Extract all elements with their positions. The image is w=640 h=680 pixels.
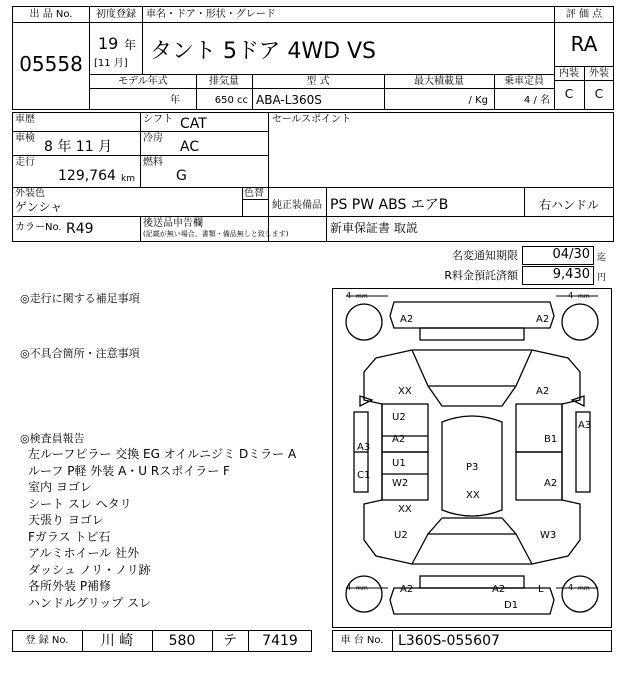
dmg-quarter-rl: XX [398, 504, 412, 515]
color-no-label: カラーNo. [15, 222, 62, 233]
inspector-report-line: ルーフ P軽 外装 A・U Rスポイラー F [28, 463, 230, 478]
docs-note: (記載が無い場合、書類・備品無しと致します) [143, 230, 289, 238]
shift-label: シフト [143, 114, 173, 125]
load-label: 最大積載量 [414, 76, 464, 87]
reg-no-label: 登 録 No. [25, 635, 69, 646]
inspection-value: 8 年 11 月 [44, 139, 113, 155]
dmg-front-bumper-r: A2 [536, 314, 550, 325]
reg-class: 580 [168, 633, 196, 649]
reg-kana: テ [223, 633, 237, 649]
chassis-label: 車 台 No. [340, 635, 384, 646]
dmg-roof: P3 [466, 462, 479, 473]
first-reg-year-unit: 年 [124, 38, 137, 52]
displacement-label: 排気量 [209, 76, 239, 87]
tire-rr-depth: 4 [568, 583, 574, 592]
tire-rr-unit: mm [578, 585, 590, 592]
dmg-door-fr: B1 [544, 434, 558, 445]
color-no-value: R49 [66, 221, 94, 237]
dmg-quarter-rl2: U2 [394, 530, 408, 541]
lot-no-label: 出 品 No. [29, 9, 73, 20]
wheel-fl-icon [346, 304, 382, 340]
name-change-unit: 迄 [597, 253, 607, 263]
fuel-value: G [176, 168, 187, 184]
aircon-label: 冷房 [143, 133, 163, 144]
aircon-value: AC [180, 139, 200, 155]
model-year-unit: 年 [170, 95, 180, 106]
reg-area: 川 崎 [100, 633, 134, 649]
chassis-number: L360S-055607 [398, 633, 500, 649]
name-change-label: 名変通知期限 [452, 249, 518, 262]
tire-rl-depth: 4 [346, 583, 352, 592]
load-value: / Kg [468, 95, 488, 106]
dmg-door-rr: A2 [544, 478, 558, 489]
docs-value: 新車保証書 取説 [330, 221, 418, 235]
history-label: 車歴 [15, 114, 35, 125]
first-reg-year: 19 [98, 34, 119, 53]
dmg-door-rl-upper: U1 [392, 458, 406, 469]
reg-number: 7419 [262, 633, 298, 649]
equipment-value: PS PW ABS エアB [330, 197, 449, 213]
driving-notes-label: ◎走行に関する補足事項 [20, 292, 140, 305]
shift-value: CAT [180, 116, 207, 132]
grade-label: 評 価 点 [565, 9, 603, 20]
inspector-report-line: 室内 ヨゴレ [28, 480, 92, 494]
type-label: 型 式 [306, 76, 330, 87]
wheel-fr-icon [562, 304, 598, 340]
dmg-roof-mark: XX [466, 490, 480, 501]
capacity-label: 乗車定員 [504, 76, 544, 87]
docs-label: 後送品申告欄 [143, 218, 203, 229]
recycle-unit: 円 [597, 273, 607, 283]
recycle-value: 9,430 [552, 267, 590, 282]
dmg-rear-bumper-l: A2 [400, 584, 414, 595]
dmg-rear-bumper-r: L [538, 584, 544, 595]
name-change-value: 04/30 [552, 247, 590, 262]
dmg-fender-fl: XX [398, 386, 412, 397]
dmg-pillar-l: A3 [357, 442, 371, 453]
tire-fl-depth: 4 [346, 291, 352, 300]
wheel-rl-icon [346, 576, 382, 612]
tire-fr-unit: mm [578, 293, 590, 300]
inspector-report-line: アルミホイール 社外 [28, 546, 140, 560]
dmg-rear-bottom: D1 [504, 600, 519, 611]
equipment-label: 純正装備品 [272, 200, 322, 211]
type-value: ABA-L360S [256, 93, 322, 107]
tire-fr-depth: 4 [568, 291, 574, 300]
car-damage-diagram [332, 288, 612, 628]
dmg-fender-fr: A2 [536, 386, 550, 397]
steering-value: 右ハンドル [538, 198, 599, 212]
displacement-value: 650 cc [214, 95, 248, 106]
dmg-quarter-rr: W3 [540, 530, 557, 541]
color-label: 外装色 [15, 188, 45, 199]
inspector-report-line: 各所外装 P補修 [28, 579, 112, 593]
inspector-report-line: ダッシュ ノリ・ノリ跡 [28, 562, 151, 577]
inspection-label: 車検 [15, 133, 35, 144]
recycle-label: R料金預託済額 [444, 269, 518, 282]
mileage-value: 129,764 [58, 168, 116, 184]
car-name: タント 5ドア 4WD VS [150, 39, 377, 64]
exterior-grade: C [594, 87, 604, 101]
overall-grade: RA [570, 32, 598, 56]
recolor-label: 色替 [244, 188, 264, 199]
model-year-label: モデル年式 [118, 76, 168, 87]
inspector-report-line: ハンドルグリップ スレ [28, 595, 152, 610]
dmg-door-rl: W2 [392, 478, 409, 489]
exterior-label: 外装 [589, 68, 609, 79]
dmg-door-fl-upper: U2 [392, 412, 406, 423]
tire-fl-unit: mm [356, 293, 368, 300]
dmg-sill-l: C1 [357, 470, 371, 481]
interior-grade: C [564, 87, 574, 101]
inspector-report-label: ◎検査員報告 [20, 432, 85, 445]
mileage-label: 走行 [15, 157, 35, 168]
dmg-rear-bumper-c: A2 [492, 584, 506, 595]
dmg-door-fl: A2 [392, 434, 406, 445]
inspector-report-line: Fガラス トビ石 [28, 529, 111, 544]
first-reg-label: 初度登録 [96, 9, 136, 20]
color-value: ゲンシャ [15, 200, 63, 214]
interior-label: 内装 [559, 68, 579, 79]
inspector-report-line: 天張り ヨゴレ [28, 513, 104, 527]
dmg-pillar-r: A3 [578, 420, 592, 431]
inspector-report-line: シート スレ ヘタリ [28, 496, 132, 511]
fuel-label: 燃料 [143, 157, 163, 168]
capacity-value: 4 / 名 [523, 95, 550, 106]
lot-no: 05558 [19, 52, 83, 76]
dmg-front-bumper-l: A2 [400, 314, 414, 325]
inspector-report-line: 左ルーフピラー 交換 EG オイルニジミ Dミラー A [28, 447, 297, 461]
wheel-rr-icon [562, 576, 598, 612]
first-reg-month: [11 月] [94, 58, 128, 69]
sales-point-label: セールスポイント [272, 114, 352, 125]
defects-label: ◎不具合箇所・注意事項 [20, 347, 140, 360]
tire-rl-unit: mm [356, 585, 368, 592]
car-name-label: 車名・ドア・形状・グレード [146, 9, 276, 20]
mileage-unit: km [121, 174, 135, 184]
